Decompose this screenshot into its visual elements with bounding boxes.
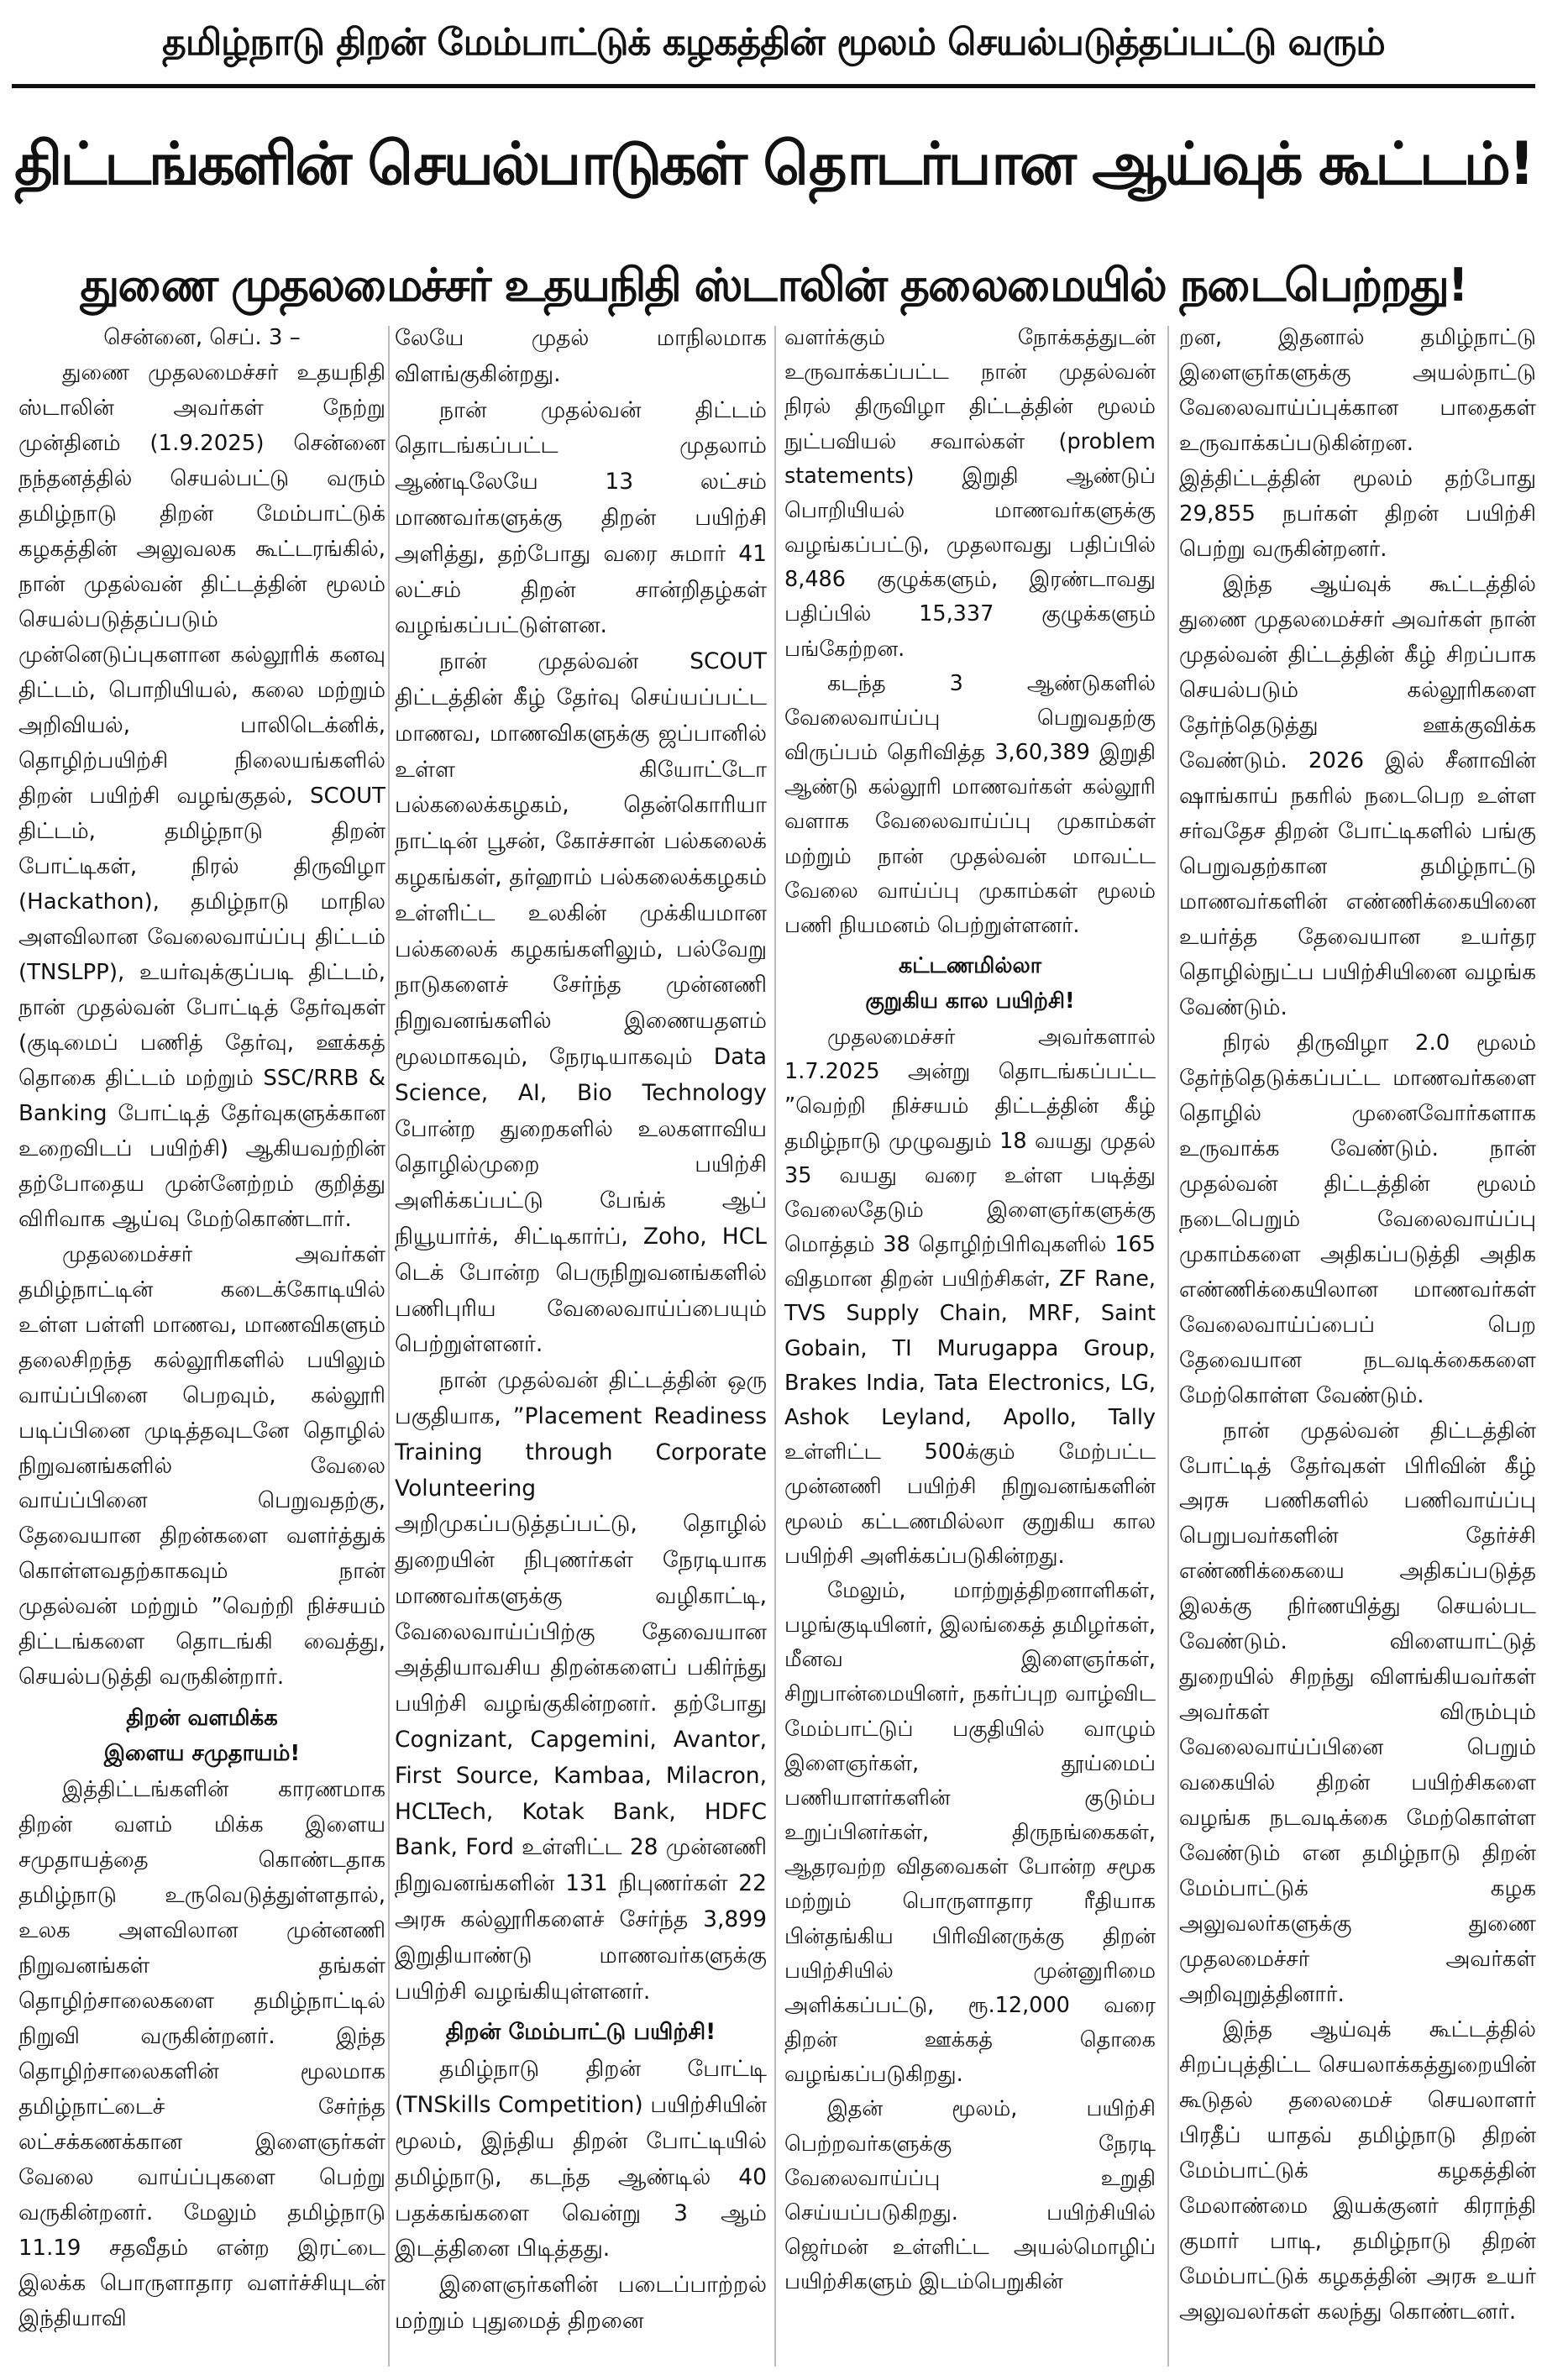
paragraph: இந்த ஆய்வுக் கூட்டத்தில் சிறப்புத்திட்ட செயலாக்கத்துறையின் கூடுதல் தலைமைச் செயலாளர் பிரதீப் யாதவ் தமிழ்நாடு திறன் மேம்பாட்டுக் கழகத்தின் மேலாண்மை இயக்குனர் கிராந்தி குமார் பாடி, தமிழ்நாடு திறன் மேம்பாட்டுக் கழகத்தின் அரசு உயர் அலுவலர்கள் கலந்து கொண்டனர். — [1179, 2017, 1536, 2325]
paragraph: நான் முதல்வன் திட்டத்தின் ஒரு பகுதியாக, ”Placement Readiness Training through Corporate Volunteering அறிமுகப்படுத்தப்பட்டு, தொழில் துறையின் நிபுணர்கள் நேரடியாக மாணவர்களுக்கு வழிகாட்டி, வேலைவாய்ப்பிற்கு தேவையான அத்தியாவசிய திறன்களைப் பகிர்ந்து பயிற்சி வழங்குகின்றனர். தற்போது Cognizant, Capgemini, Avantor, First Source, Kambaa, Milacron, HCLTech, Kotak Bank, HDFC Bank, Ford உள்ளிட்ட 28 முன்னணி நிறுவனங்களின் 131 நிபுணர்கள் 22 அரசு கல்லூரிகளைச் சேர்ந்த 3,899 இறுதியாண்டு மாணவர்களுக்கு பயிற்சி வழங்கியுள்ளனர். — [395, 1367, 767, 2005]
subheading-line: இளைய சமுதாயம்! — [103, 1741, 301, 1767]
paragraph: வளர்க்கும் நோக்கத்துடன் உருவாக்கப்பட்ட நான் முதல்வன் நிரல் திருவிழா திட்டத்தின் மூலம் நுட்பவியல் சவால்கள் (problem statements) இறுதி ஆண்டுப் பொறியியல் மாணவர்களுக்கு வழங்கப்பட்டு, முதலாவது பதிப்பில் 8,486 குழுக்களும், இரண்டாவது பதிப்பில் 15,337 குழுக்களும் பங்கேற்றன. — [784, 325, 1156, 662]
paragraph: நான் முதல்வன் SCOUT திட்டத்தின் கீழ் தேர்வு செய்யப்பட்ட மாணவ, மாணவிகளுக்கு ஜப்பானில் உள்ள கியோட்டோ பல்கலைக்கழகம், தென்கொரியா நாட்டின் பூசன், கோச்சான் பல்கலைக் கழகங்கள், தர்ஹாம் பல்கலைக்கழகம் உள்ளிட்ட உலகின் முக்கியமான பல்கலைக் கழகங்களிலும், பல்வேறு நாடுகளைச் சேர்ந்த முன்னணி நிறுவனங்களில் இணையதளம் மூலமாகவும், நேரடியாகவும் Data Science, AI, Bio Technology போன்ற துறைகளில் உலகளாவிய தொழில்முறை பயிற்சி அளிக்கப்பட்டு பேங்க் ஆப் நியூயார்க், சிட்டிகார்ப், Zoho, HCL டெக் போன்ற பெருநிறுவனங்களில் பணிபுரிய வேலைவாய்ப்பையும் பெற்றுள்ளனர். — [395, 648, 767, 1358]
paragraph: இந்த ஆய்வுக் கூட்டத்தில் துணை முதலமைச்சர் அவர்கள் நான் முதல்வன் திட்டத்தின் கீழ் சிறப்பாக செயல்படும் கல்லூரிகளை தேர்ந்தெடுத்து ஊக்குவிக்க வேண்டும். 2026 இல் சீனாவின் ஷாங்காய் நகரில் நடைபெற உள்ள சர்வதேச திறன் போட்டிகளில் பங்கு பெறுவதற்கான தமிழ்நாட்டு மாணவர்களின் எண்ணிக்கையினை உயர்த்த தேவையான உயர்தர தொழில்நுட்ப பயிற்சியினை வழங்க வேண்டும். — [1179, 571, 1536, 1020]
subheading-line: திறன் வளமிக்க — [126, 1706, 278, 1732]
paragraph: கடந்த 3 ஆண்டுகளில் வேலைவாய்ப்பு பெறுவதற்கு விருப்பம் தெரிவித்த 3,60,389 இறுதி ஆண்டு கல்லூரி மாணவர்கள் கல்லூரி வளாக வேலைவாய்ப்பு முகாம்கள் மற்றும் நான் முதல்வன் மாவட்ட வேலை வாய்ப்பு முகாம்கள் மூலம் பணி நியமனம் பெற்றுள்ளனர். — [784, 670, 1156, 938]
column-divider — [774, 326, 776, 2367]
paragraph: முதலமைச்சர் அவர்கள் தமிழ்நாட்டின் கடைக்கோடியில் உள்ள பள்ளி மாணவ, மாணவிகளும் தலைசிறந்த கல்லூரிகளில் பயிலும் வாய்ப்பினை பெறவும், கல்லூரி படிப்பினை முடித்தவுடனே தொழில் நிறுவனங்களில் வேலை வாய்ப்பினை பெறுவதற்கு, தேவையான திறன்களை வளர்த்துக் கொள்ளவதற்காகவும் நான் முதல்வன் மற்றும் ”வெற்றி நிச்சயம் திட்டங்களை தொடங்கி வைத்து, செயல்படுத்தி வருகின்றார். — [18, 1241, 385, 1691]
paragraph: இதன் மூலம், பயிற்சி பெற்றவர்களுக்கு நேரடி வேலைவாய்ப்பு உறுதி செய்யப்படுகிறது. பயிற்சியில் ஜெர்மன் உள்ளிட்ட அயல்மொழிப் பயிற்சிகளும் இடம்பெறுகின் — [784, 2096, 1156, 2295]
subheading — [18, 1701, 385, 1771]
headline-title: திட்டங்களின் செயல்பாடுகள் தொடர்பான ஆய்வுக் கூட்டம்! — [14, 129, 1533, 198]
paragraph: நான் முதல்வன் திட்டத்தின் போட்டித் தேர்வுகள் பிரிவின் கீழ் அரசு பணிகளில் பணிவாய்ப்பு பெறுபவர்களின் தேர்ச்சி எண்ணிக்கையை அதிகப்படுத்த இலக்கு நிர்ணயித்து செயல்பட வேண்டும். விளையாட்டுத் துறையில் சிறந்து விளங்கியவர்கள் அவர்கள் விரும்பும் வேலைவாய்ப்பினை பெறும் வகையில் திறன் பயிற்சிகளை வழங்க நடவடிக்கை மேற்கொள்ள வேண்டும் என தமிழ்நாடு திறன் மேம்பாட்டுக் கழக அலுவலர்களுக்கு துணை முதலமைச்சர் அவர்கள் அறிவுறுத்தினார். — [1179, 1418, 1536, 2008]
subheading — [395, 2015, 767, 2050]
paragraph: இத்திட்டங்களின் காரணமாக திறன் வளம் மிக்க இளைய சமுதாயத்தை கொண்டதாக தமிழ்நாடு உருவெடுத்துள்ளதால், உலக அளவிலான முன்னணி நிறுவனங்கள் தங்கள் தொழிற்சாலைகளை தமிழ்நாட்டில் நிறுவி வருகின்றனர். இந்த தொழிற்சாலைகளின் மூலமாக தமிழ்நாட்டைச் சேர்ந்த லட்சக்கணக்கான இளைஞர்கள் வேலை வாய்ப்புகளை பெற்று வருகின்றனர். மேலும் தமிழ்நாடு 11.19 சதவீதம் என்ற இரட்டை இலக்க பொருளாதார வளர்ச்சியுடன் இந்தியாவி — [18, 1777, 385, 2332]
paragraph: துணை முதலமைச்சர் உதயநிதி ஸ்டாலின் அவர்கள் நேற்று முன்தினம் (1.9.2025) சென்னை நந்தனத்தில் செயல்பட்டு வரும் தமிழ்நாடு திறன் மேம்பாட்டுக் கழகத்தின் அலுவலக கூட்டரங்கில், நான் முதல்வன் திட்டத்தின் மூலம் செயல்படுத்தப்படும் முன்னெடுப்புகளான கல்லூரிக் கனவு திட்டம், பொறியியல், கலை மற்றும் அறிவியல், பாலிடெக்னிக், தொழிற்பயிற்சி நிலையங்களில் திறன் பயிற்சி வழங்குதல், SCOUT திட்டம், தமிழ்நாடு திறன் போட்டிகள், நிரல் திருவிழா (Hackathon), தமிழ்நாடு மாநில அளவிலான வேலைவாய்ப்பு திட்டம் (TNSLPP), உயர்வுக்குப்படி திட்டம், நான் முதல்வன் போட்டித் தேர்வுகள் (குடிமைப் பணித் தேர்வு, ஊக்கத் தொகை திட்டம் மற்றும் SSC/RRB & Banking போட்டித் தேர்வுகளுக்கான உறைவிடப் பயிற்சி) ஆகியவற்றின் தற்போதைய முன்னேற்றம் குறித்து விரிவாக ஆய்வு மேற்கொண்டார். — [18, 359, 385, 1232]
paragraph: முதலமைச்சர் அவர்களால் 1.7.2025 அன்று தொடங்கப்பட்ட ”வெற்றி நிச்சயம் திட்டத்தின் கீழ் தமிழ்நாடு முழுவதும் 18 வயது முதல் 35 வயது வரை உள்ள படித்து வேலைதேடும் இளைஞர்களுக்கு மொத்தம் 38 தொழிற்பிரிவுகளில் 165 விதமான திறன் பயிற்சிகள், ZF Rane, TVS Supply Chain, MRF, Saint Gobain, TI Murugappa Group, Brakes India, Tata Electronics, LG, Ashok Leyland, Apollo, Tally உள்ளிட்ட 500க்கும் மேற்பட்ட முன்னணி பயிற்சி நிறுவனங்களின் மூலம் கட்டணமில்லா குறுகிய கால பயிற்சி அளிக்கப்படுகின்றது. — [784, 1025, 1156, 1569]
paragraph: றன, இதனால் தமிழ்நாட்டு இளைஞர்களுக்கு அயல்நாட்டு வேலைவாய்ப்புக்கான பாதைகள் உருவாக்கப்படுகின்றன. இத்திட்டத்தின் மூலம் தற்போது 29,855 நபர்கள் திறன் பயிற்சி பெற்று வருகின்றனர். — [1179, 325, 1536, 562]
headline-divider — [12, 84, 1535, 88]
paragraph: லேயே முதல் மாநிலமாக விளங்குகின்றது. — [395, 325, 767, 387]
article-column-4 — [1179, 321, 1536, 2370]
subheading-line: திறன் மேம்பாட்டு பயிற்சி! — [445, 2019, 716, 2046]
paragraph: நிரல் திருவிழா 2.0 மூலம் தேர்ந்தெடுக்கப்பட்ட மாணவர்களை தொழில் முனைவோர்களாக உருவாக்க வேண்டும். நான் முதல்வன் திட்டத்தின் மூலம் நடைபெறும் வேலைவாய்ப்பு முகாம்களை அதிகப்படுத்தி அதிக எண்ணிக்கையிலான மாணவர்கள் வேலைவாய்ப்பைப் பெற தேவையான நடவடிக்கைகளை மேற்கொள்ள வேண்டும். — [1179, 1030, 1536, 1408]
column-divider — [1167, 326, 1169, 2367]
subheading — [784, 948, 1156, 1019]
dateline: சென்னை, செப். 3 – — [103, 325, 301, 350]
subheading-line: கட்டணமில்லா — [898, 953, 1042, 979]
paragraph: மேலும், மாற்றுத்திறனாளிகள், பழங்குடியினர், இலங்கைத் தமிழர்கள், மீனவ இளைஞர்கள், சிறுபான்மையினர், நகர்ப்புற வாழ்விட மேம்பாட்டுப் பகுதியில் வாழும் இளைஞர்கள், தூய்மைப் பணியாளர்களின் குடும்ப உறுப்பினர்கள், திருநங்கைகள், ஆதரவற்ற விதவைகள் போன்ற சமூக மற்றும் பொருளாதார ரீதியாக பின்தங்கிய பிரிவினருக்கு திறன் பயிற்சியில் முன்னுரிமை அளிக்கப்பட்டு, ரூ.12,000 வரை திறன் ஊக்கத் தொகை வழங்கப்படுகிறது. — [784, 1577, 1156, 2088]
headline-subtitle: துணை முதலமைச்சர் உதயநிதி ஸ்டாலின் தலைமையில் நடைபெற்றது! — [80, 259, 1467, 312]
article-column-3 — [784, 321, 1156, 2370]
paragraph: தமிழ்நாடு திறன் போட்டி (TNSkills Competition) பயிற்சியின் மூலம், இந்திய திறன் போட்டியில் தமிழ்நாடு, கடந்த ஆண்டில் 40 பதக்கங்களை வென்று 3 ஆம் இடத்தினை பிடித்தது. — [395, 2056, 767, 2262]
paragraph: நான் முதல்வன் திட்டம் தொடங்கப்பட்ட முதலாம் ஆண்டிலேயே 13 லட்சம் மாணவர்களுக்கு திறன் பயிற்சி அளித்து, தற்போது வரை சுமார் 41 லட்சம் திறன் சான்றிதழ்கள் வழங்கப்பட்டுள்ளன. — [395, 396, 767, 639]
column-divider — [388, 326, 390, 2367]
paragraph: இளைஞர்களின் படைப்பாற்றல் மற்றும் புதுமைத் திறனை — [395, 2272, 767, 2335]
article-column-2 — [395, 321, 767, 2370]
headline-kicker: தமிழ்நாடு திறன் மேம்பாட்டுக் கழகத்தின் மூலம் செயல்படுத்தப்பட்டு வரும் — [162, 21, 1385, 64]
article-column-1 — [18, 321, 385, 2370]
subheading-line: குறுகிய கால பயிற்சி! — [865, 988, 1075, 1014]
